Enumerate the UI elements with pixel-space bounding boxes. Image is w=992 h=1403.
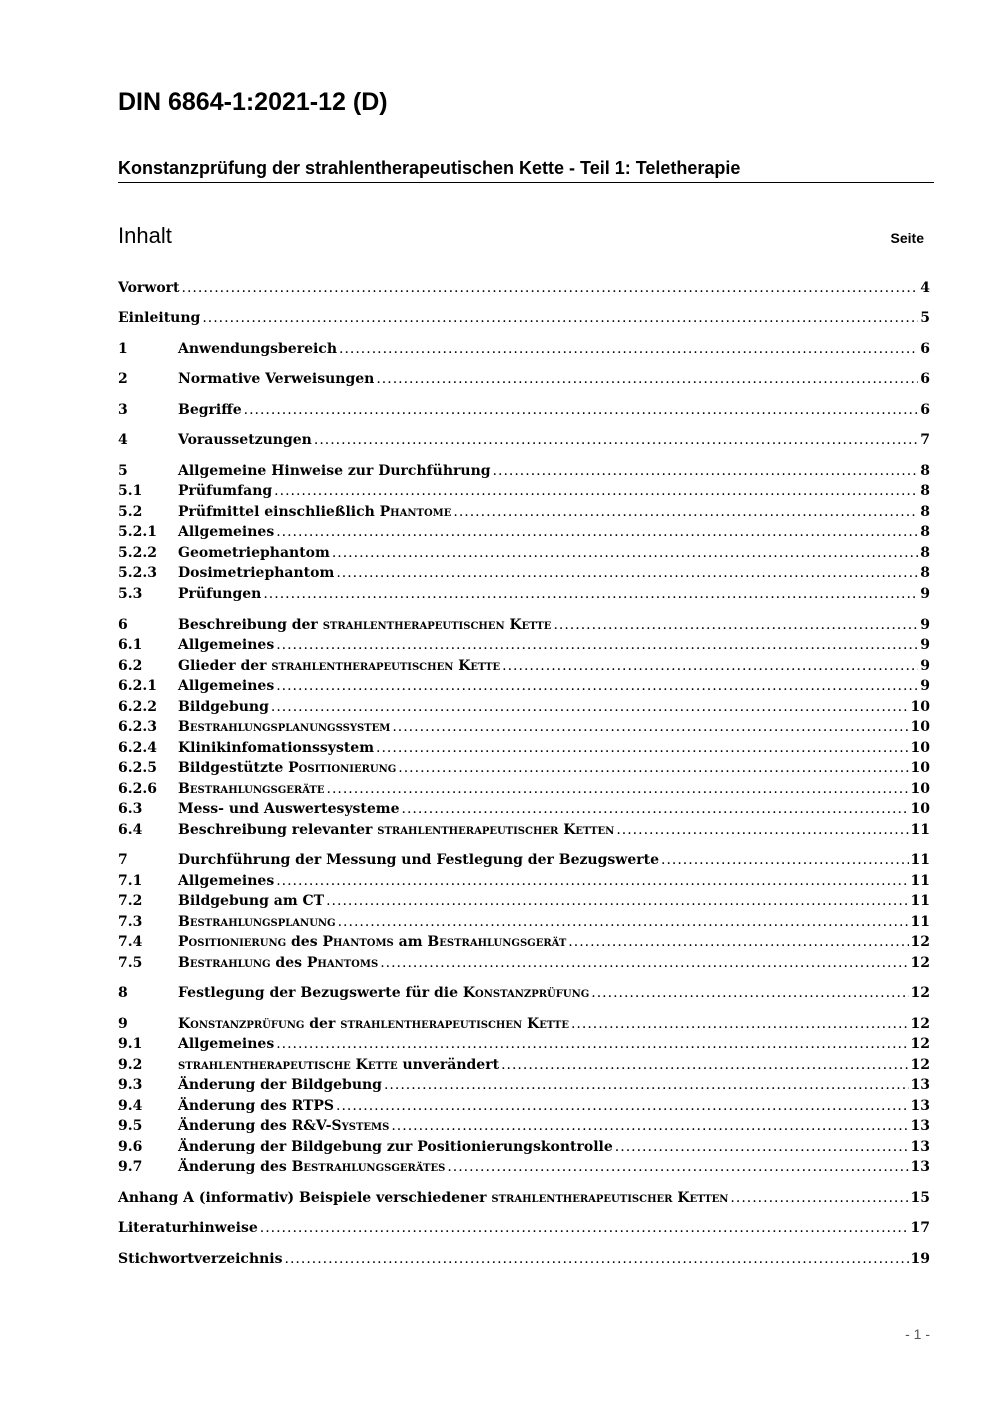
toc-entry-page: 11: [910, 873, 930, 889]
toc-dot-leader: [380, 953, 908, 973]
toc-entry-page: 19: [910, 1251, 930, 1267]
toc-entry-number: 9.7: [118, 1159, 143, 1175]
toc-dot-leader: [326, 891, 908, 911]
toc-entry-page: 15: [910, 1190, 930, 1206]
document-id: DIN 6864-1:2021-12 (D): [118, 88, 388, 116]
toc-entry[interactable]: [118, 1218, 930, 1238]
toc-entry-title-part: Positionierung: [288, 760, 397, 776]
toc-dot-leader: [276, 676, 918, 696]
toc-entry-number: 9.6: [118, 1139, 143, 1155]
toc-entry-title: [178, 697, 269, 717]
toc-entry[interactable]: [118, 635, 930, 655]
toc-entry[interactable]: [118, 615, 930, 635]
toc-dot-leader: [502, 656, 918, 676]
toc-entry-title-part: strahlentherapeutischen Kette: [340, 1016, 569, 1032]
toc-entry-number: 7: [118, 852, 128, 868]
toc-entry-title-part: Änderung der Bildgebung zur Positionierungskontrolle: [178, 1139, 613, 1155]
toc-entry-page: 9: [920, 586, 930, 602]
toc-entry[interactable]: [118, 953, 930, 973]
toc-entry-page: 8: [920, 463, 930, 479]
toc-entry-title: [178, 615, 551, 635]
toc-entry[interactable]: [118, 1249, 930, 1269]
toc-entry-page: 6: [920, 371, 930, 387]
toc-entry-number: 5.2.1: [118, 524, 157, 540]
toc-entry-page: 13: [910, 1159, 930, 1175]
toc-entry-title: [178, 738, 374, 758]
toc-entry-title-part: Bestrahlung: [178, 955, 271, 971]
toc-entry-title-part: Bildgestützte: [178, 760, 289, 776]
toc-entry-number: 9.1: [118, 1036, 143, 1052]
toc-entry[interactable]: [118, 1096, 930, 1116]
toc-entry-title: [178, 1157, 445, 1177]
toc-dot-leader: [384, 1075, 909, 1095]
toc-entry-title-part: strahlentherapeutischen Kette: [322, 617, 552, 633]
toc-entry-page: 12: [910, 1057, 930, 1073]
toc-entry-page: 11: [910, 822, 930, 838]
toc-entry-title: [178, 1137, 613, 1157]
toc-entry-number: 6.2.1: [118, 678, 157, 694]
toc-entry-page: 8: [920, 524, 930, 540]
toc-entry-title: [178, 502, 451, 522]
toc-dot-leader: [271, 697, 909, 717]
toc-entry-title-part: der: [304, 1016, 341, 1032]
toc-entry[interactable]: [118, 400, 930, 420]
toc-entry-page: 10: [910, 740, 930, 756]
toc-entry-title-part: Allgemeine Hinweise zur Durchführung: [178, 463, 491, 479]
toc-entry-page: 6: [920, 341, 930, 357]
toc-entry-page: 13: [910, 1139, 930, 1155]
toc-entry[interactable]: [118, 1137, 930, 1157]
toc-entry-title-part: Bestrahlungsplanungssystem: [178, 719, 391, 735]
toc-entry[interactable]: [118, 1055, 930, 1075]
toc-entry-title: [178, 400, 242, 420]
toc-entry-page: 10: [910, 719, 930, 735]
toc-entry-title-part: Stichwortverzeichnis: [118, 1251, 283, 1267]
toc-entry-number: 3: [118, 402, 128, 418]
toc-entry-title: [118, 1249, 283, 1269]
toc-entry-page: 12: [910, 1016, 930, 1032]
toc-entry-title-part: unverändert: [397, 1057, 500, 1073]
toc-entry[interactable]: [118, 563, 930, 583]
toc-dot-leader: [202, 308, 918, 328]
toc-entry-title-part: Phantome: [379, 504, 452, 520]
toc-entry-page: 9: [920, 617, 930, 633]
toc-entry[interactable]: [118, 820, 930, 840]
toc-dot-leader: [447, 1157, 908, 1177]
toc-entry-number: 1: [118, 341, 128, 357]
toc-entry-title-part: Dosimetriephantom: [178, 565, 335, 581]
toc-entry-page: 8: [920, 565, 930, 581]
toc-entry[interactable]: [118, 717, 930, 737]
toc-entry-page: 12: [910, 1036, 930, 1052]
toc-entry-title-part: Änderung des RTPS: [178, 1098, 335, 1114]
toc-dot-leader: [661, 850, 909, 870]
toc-entry-title: [118, 308, 200, 328]
toc-dot-leader: [327, 779, 909, 799]
toc-dot-leader: [591, 983, 908, 1003]
toc-entry-title-part: Änderung des R&V-: [178, 1118, 332, 1134]
toc-entry-title: [178, 584, 261, 604]
toc-entry-title-part: Allgemeines: [178, 678, 275, 694]
toc-entry-page: 9: [920, 637, 930, 653]
toc-entry-page: 11: [910, 852, 930, 868]
toc-entry-number: 9.5: [118, 1118, 143, 1134]
toc-entry[interactable]: [118, 799, 930, 819]
toc-entry[interactable]: [118, 461, 930, 481]
toc-entry-title: [178, 891, 324, 911]
toc-entry-page: 8: [920, 545, 930, 561]
toc-dot-leader: [501, 1055, 908, 1075]
toc-entry-number: 6.2.5: [118, 760, 157, 776]
toc-entry[interactable]: [118, 1014, 930, 1034]
toc-entry[interactable]: [118, 758, 930, 778]
toc-dot-leader: [616, 820, 908, 840]
toc-entry-title: [178, 799, 400, 819]
toc-dot-leader: [260, 1218, 909, 1238]
toc-entry-title-part: Phantoms: [322, 934, 394, 950]
toc-entry-number: 5.2.2: [118, 545, 157, 561]
toc-entry-title-part: Positionierung: [178, 934, 287, 950]
toc-entry-number: 5.3: [118, 586, 143, 602]
toc-entry-title: [178, 983, 589, 1003]
toc-dot-leader: [332, 543, 918, 563]
toc-entry-number: 5.1: [118, 483, 143, 499]
toc-entry-number: 5.2: [118, 504, 143, 520]
toc-entry-title: [178, 871, 274, 891]
toc-dot-leader: [402, 799, 909, 819]
toc-entry-page: 10: [910, 801, 930, 817]
toc-dot-leader: [571, 1014, 909, 1034]
toc-entry-title-part: Mess- und Auswertesysteme: [178, 801, 400, 817]
footer-page-number: - 1 -: [905, 1326, 930, 1342]
toc-entry[interactable]: [118, 676, 930, 696]
toc-entry[interactable]: [118, 278, 930, 298]
toc-dot-leader: [392, 717, 908, 737]
toc-dot-leader: [339, 339, 918, 359]
toc-dot-leader: [276, 1034, 908, 1054]
toc-dot-leader: [285, 1249, 909, 1269]
toc-entry[interactable]: [118, 697, 930, 717]
toc-entry[interactable]: [118, 369, 930, 389]
toc-entry-number: 9.2: [118, 1057, 143, 1073]
toc-entry-title: [178, 1116, 389, 1136]
toc-entry-page: 7: [920, 432, 930, 448]
toc-entry-title-part: Voraussetzungen: [178, 432, 312, 448]
toc-entry-title-part: strahlentherapeutischer Ketten: [491, 1190, 729, 1206]
toc-entry-title: [178, 779, 325, 799]
toc-entry-title-part: Bestrahlungsgerätes: [291, 1159, 446, 1175]
toc-entry[interactable]: [118, 1116, 930, 1136]
toc-entry-title: [178, 1014, 569, 1034]
toc-entry-page: 8: [920, 483, 930, 499]
toc-dot-leader: [568, 932, 908, 952]
toc-entry-title-part: Konstanzprüfung: [462, 985, 590, 1001]
toc-entry-title: [178, 820, 614, 840]
toc-entry-page: 13: [910, 1077, 930, 1093]
toc-entry-page: 11: [910, 893, 930, 909]
toc-dot-leader: [314, 430, 918, 450]
toc-entry-page: 8: [920, 504, 930, 520]
toc-entry-title-part: Beschreibung der: [178, 617, 323, 633]
toc-entry-number: 6.4: [118, 822, 143, 838]
toc-entry-page: 6: [920, 402, 930, 418]
toc-entry-number: 7.2: [118, 893, 143, 909]
toc-entry-title-part: am: [393, 934, 428, 950]
toc-entry[interactable]: [118, 543, 930, 563]
toc-entry-title: [178, 635, 274, 655]
toc-entry-title: [178, 953, 378, 973]
toc-entry[interactable]: [118, 522, 930, 542]
toc-entry[interactable]: [118, 850, 930, 870]
toc-entry-title-part: Änderung des: [178, 1159, 292, 1175]
toc-dot-leader: [182, 278, 919, 298]
toc-entry-title-part: Phantoms: [306, 955, 379, 971]
toc-dot-leader: [336, 563, 918, 583]
toc-entry-title-part: Literaturhinweise: [118, 1220, 258, 1236]
toc-entry-title: [178, 1034, 274, 1054]
toc-entry-number: 5.2.3: [118, 565, 157, 581]
toc-dot-leader: [493, 461, 919, 481]
toc-entry-title: [178, 1096, 334, 1116]
toc-entry-title-part: Bildgebung am CT: [178, 893, 325, 909]
toc-entry-title: [178, 543, 330, 563]
toc-dot-leader: [391, 1116, 908, 1136]
toc-entry-title-part: Prüfmittel einschließlich: [178, 504, 380, 520]
toc-entry-title: [178, 1055, 499, 1075]
toc-entry-number: 2: [118, 371, 128, 387]
toc-entry[interactable]: [118, 339, 930, 359]
toc-entry-title-part: strahlentherapeutische Kette: [178, 1057, 398, 1073]
toc-dot-leader: [553, 615, 918, 635]
toc-entry-number: 6.2.2: [118, 699, 157, 715]
toc-entry[interactable]: [118, 502, 930, 522]
toc-dot-leader: [276, 871, 908, 891]
toc-entry[interactable]: [118, 1034, 930, 1054]
toc-entry-title: [178, 912, 336, 932]
toc-entry-title: [178, 430, 312, 450]
toc-entry[interactable]: [118, 656, 930, 676]
toc-entry-title: [178, 758, 396, 778]
toc-entry-title-part: Einleitung: [118, 310, 201, 326]
toc-entry-number: 6.3: [118, 801, 143, 817]
toc-entry-page: 4: [920, 280, 930, 296]
toc-entry-page: 11: [910, 914, 930, 930]
toc-entry[interactable]: [118, 912, 930, 932]
toc-entry-title: [178, 932, 566, 952]
toc-entry-title-part: des: [270, 955, 307, 971]
toc-entry-title: [178, 850, 659, 870]
toc-entry-title: [178, 339, 337, 359]
toc-entry-title-part: Allgemeines: [178, 524, 275, 540]
toc-entry-page: 13: [910, 1118, 930, 1134]
toc-dot-leader: [398, 758, 908, 778]
toc-entry-number: 6.1: [118, 637, 143, 653]
toc-entry-page: 9: [920, 678, 930, 694]
toc-entry-title-part: Bestrahlungsgeräte: [178, 781, 325, 797]
toc-entry-page: 10: [910, 760, 930, 776]
toc-entry-title: [118, 278, 180, 298]
toc-entry-number: 7.1: [118, 873, 143, 889]
toc-entry-page: 10: [910, 781, 930, 797]
toc-entry-title: [178, 522, 274, 542]
toc-heading: Inhalt: [118, 223, 172, 248]
toc-entry-page: 12: [910, 985, 930, 1001]
toc-entry-title: [118, 1188, 728, 1208]
toc-entry-title: [178, 461, 491, 481]
page-column-label: Seite: [890, 230, 924, 246]
toc-entry-title-part: Durchführung der Messung und Festlegung der Bezugswerte: [178, 852, 659, 868]
toc-entry[interactable]: [118, 779, 930, 799]
toc-entry-number: 6.2.6: [118, 781, 157, 797]
toc-dot-leader: [615, 1137, 909, 1157]
toc-entry-number: 9: [118, 1016, 128, 1032]
toc-entry-number: 6.2.4: [118, 740, 157, 756]
toc-entry-title: [178, 1075, 382, 1095]
toc-entry-title-part: Allgemeines: [178, 637, 275, 653]
toc-entry-title-part: Bestrahlungsgerät: [427, 934, 567, 950]
toc-entry[interactable]: [118, 983, 930, 1003]
toc-entry[interactable]: [118, 584, 930, 604]
toc-entry-title-part: Prüfumfang: [178, 483, 273, 499]
toc-entry[interactable]: [118, 932, 930, 952]
toc-dot-leader: [376, 738, 909, 758]
toc-entry-page: 13: [910, 1098, 930, 1114]
toc-entry-title-part: Allgemeines: [178, 1036, 275, 1052]
toc-entry-title-part: Geometriephantom: [178, 545, 330, 561]
toc-entry-title-part: des: [286, 934, 323, 950]
toc-dot-leader: [263, 584, 918, 604]
toc-entry[interactable]: [118, 1188, 930, 1208]
toc-dot-leader: [274, 481, 918, 501]
document-subtitle: Konstanzprüfung der strahlentherapeutischen Kette - Teil 1: Teletherapie: [118, 158, 934, 183]
toc-entry[interactable]: [118, 891, 930, 911]
toc-entry-title: [178, 676, 274, 696]
toc-entry-page: 9: [920, 658, 930, 674]
toc-entry[interactable]: [118, 1075, 930, 1095]
toc-entry-number: 9.3: [118, 1077, 143, 1093]
toc-dot-leader: [376, 369, 918, 389]
toc-entry-number: 6.2: [118, 658, 143, 674]
toc-entry-page: 10: [910, 699, 930, 715]
toc-entry-title: [178, 717, 390, 737]
toc-entry[interactable]: [118, 481, 930, 501]
toc-entry-title-part: Allgemeines: [178, 873, 275, 889]
toc-entry-title-part: Vorwort: [118, 280, 180, 296]
toc-entry-title-part: Anhang A (informativ) Beispiele verschiedener: [118, 1190, 492, 1206]
toc-entry-title-part: Anwendungsbereich: [178, 341, 337, 357]
toc-entry-number: 5: [118, 463, 128, 479]
toc-entry-title: [178, 481, 272, 501]
toc-entry-title-part: Systems: [331, 1118, 390, 1134]
toc-entry-title-part: Konstanzprüfung: [178, 1016, 305, 1032]
toc-entry-page: 12: [910, 955, 930, 971]
toc-entry-title-part: Änderung der Bildgebung: [178, 1077, 382, 1093]
toc-entry-page: 12: [910, 934, 930, 950]
toc-entry-title-part: strahlentherapeutischer Ketten: [377, 822, 615, 838]
toc-entry-title-part: Klinikinfomationssystem: [178, 740, 375, 756]
toc-entry[interactable]: [118, 308, 930, 328]
toc-entry[interactable]: [118, 738, 930, 758]
toc-entry-number: 6.2.3: [118, 719, 157, 735]
toc-entry[interactable]: [118, 1157, 930, 1177]
toc-dot-leader: [338, 912, 909, 932]
toc-dot-leader: [453, 502, 918, 522]
toc-entry-title-part: Bildgebung: [178, 699, 269, 715]
toc-entry[interactable]: [118, 430, 930, 450]
toc-entry[interactable]: [118, 871, 930, 891]
toc-dot-leader: [276, 635, 918, 655]
toc-entry-page: 17: [910, 1220, 930, 1236]
toc-entry-page: 5: [920, 310, 930, 326]
toc-entry-number: 7.5: [118, 955, 143, 971]
toc-entry-title-part: Begriffe: [178, 402, 242, 418]
toc-dot-leader: [276, 522, 918, 542]
toc-entry-title-part: Beschreibung relevanter: [178, 822, 378, 838]
toc-entry-title: [178, 563, 334, 583]
toc-entry-number: 9.4: [118, 1098, 143, 1114]
toc-entry-title-part: Glieder der: [178, 658, 272, 674]
toc-entry-number: 7.3: [118, 914, 143, 930]
toc-entry-title-part: Festlegung der Bezugswerte für die: [178, 985, 463, 1001]
toc-entry-number: 8: [118, 985, 128, 1001]
toc-dot-leader: [336, 1096, 908, 1116]
toc-entry-title-part: Normative Verweisungen: [178, 371, 375, 387]
toc-dot-leader: [244, 400, 919, 420]
toc-entry-title: [178, 656, 500, 676]
toc-entry-title: [178, 369, 374, 389]
toc-entry-title: [118, 1218, 258, 1238]
toc-entry-title-part: Bestrahlungsplanung: [178, 914, 336, 930]
toc-entry-title-part: strahlentherapeutischen Kette: [271, 658, 501, 674]
toc-entry-number: 6: [118, 617, 128, 633]
toc-entry-number: 7.4: [118, 934, 143, 950]
toc-entry-number: 4: [118, 432, 128, 448]
toc-dot-leader: [730, 1188, 908, 1208]
toc-entry-title-part: Prüfungen: [178, 586, 262, 602]
